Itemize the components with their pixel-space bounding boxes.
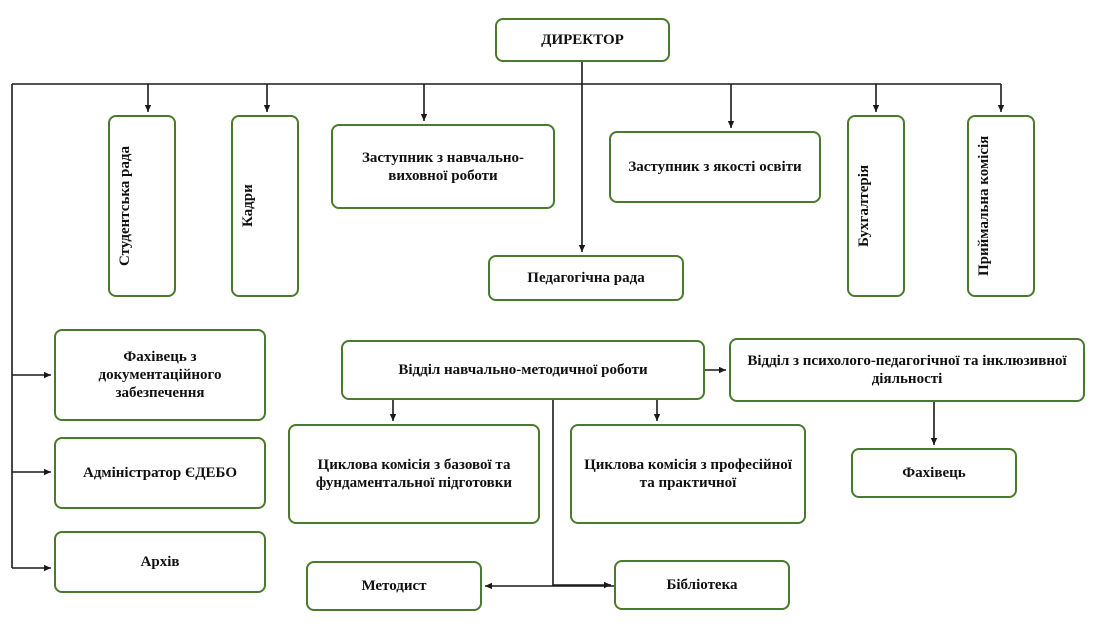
node-viddil-psyhologo-pedagogichnoi[interactable] — [729, 338, 1085, 402]
node-director[interactable] — [495, 18, 670, 62]
node-cyklova-komisiya-bazova[interactable] — [288, 424, 540, 524]
node-label: Методист — [361, 578, 427, 594]
node-fahivets[interactable] — [851, 448, 1017, 498]
node-label: Адміністратор ЄДЕБО — [82, 465, 238, 481]
node-label: Заступник з навчально-виховної роботи — [361, 149, 525, 184]
node-label: Кадри — [240, 184, 256, 228]
node-pryimalna-komisiya[interactable] — [967, 115, 1035, 297]
node-biblioteka[interactable] — [614, 560, 790, 610]
node-student-rada[interactable] — [108, 115, 176, 297]
node-label: Циклова комісія з професійної та практичної — [584, 457, 792, 491]
node-administrator-edebo[interactable] — [54, 437, 266, 509]
node-label: Фахівець — [902, 465, 966, 481]
node-label: Архів — [140, 554, 180, 570]
node-label: Приймальна комісія — [976, 135, 992, 277]
node-cyklova-komisiya-profesiyna[interactable] — [570, 424, 806, 524]
node-label: Бібліотека — [666, 577, 738, 593]
node-label: Студентська рада — [117, 146, 133, 266]
node-label: Відділ навчально-методичної роботи — [398, 362, 648, 378]
node-label: Бухгалтерія — [856, 164, 872, 248]
node-label: Фахівець з документаційного забезпечення — [98, 349, 222, 401]
node-pedagogichna-rada[interactable] — [488, 255, 684, 301]
node-viddil-navchalno-metodychnoi-roboty[interactable] — [341, 340, 705, 400]
node-arhiv[interactable] — [54, 531, 266, 593]
node-kadry[interactable] — [231, 115, 299, 297]
node-label: Педагогічна рада — [527, 270, 645, 286]
node-label: ДИРЕКТОР — [541, 32, 624, 48]
node-label: Заступник з якості освіти — [628, 159, 802, 175]
node-zastupnyk-nvr[interactable] — [331, 124, 555, 209]
node-buhgalteria[interactable] — [847, 115, 905, 297]
node-zastupnyk-yakosti-osvity[interactable] — [609, 131, 821, 203]
node-label: Циклова комісія з базової та фундаментальної підготовки — [315, 457, 513, 491]
node-label: Відділ з психолого-педагогічної та інклюзивної діяльності — [747, 353, 1067, 387]
node-metodyst[interactable] — [306, 561, 482, 611]
node-fahivets-dokumentaciya[interactable] — [54, 329, 266, 421]
